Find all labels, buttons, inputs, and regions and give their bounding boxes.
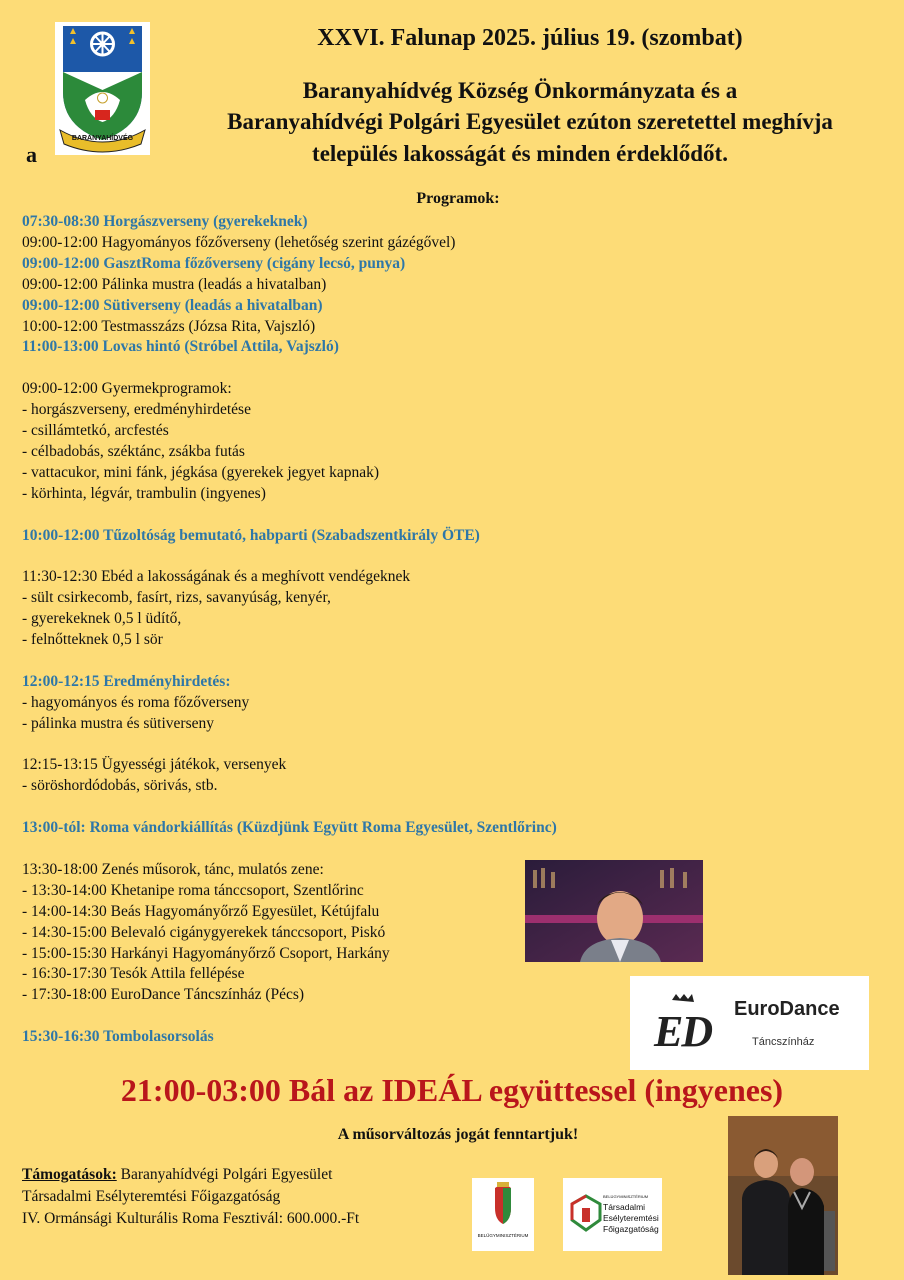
program-line: - vattacukor, mini fánk, jégkása (gyerekek jegyet kapnak) — [22, 463, 380, 481]
program-line: - söröshordódobás, sörivás, stb. — [22, 777, 218, 795]
program-line: 07:30-08:30 Horgászverseny (gyerekeknek) — [22, 213, 308, 230]
tef-logo-top: BELÜGYMINISZTÉRIUM — [603, 1194, 649, 1199]
program-line: 10:00-12:00 Testmasszázs (Józsa Rita, Vajszló) — [22, 317, 316, 335]
program-line: 09:00-12:00 Hagyományos főzőverseny (lehetőség szerint gázégővel) — [22, 233, 456, 251]
program-line: 09:00-12:00 Gyermekprogramok: — [22, 380, 232, 398]
ministry-logo-text: BELÜGYMINISZTÉRIUM — [477, 1233, 529, 1238]
programs-heading: Programok: — [416, 190, 500, 207]
program-line: 13:30-18:00 Zenés műsorok, tánc, mulatós zene: — [22, 860, 324, 878]
program-line: 09:00-12:00 Pálinka mustra (leadás a hivatalban) — [22, 275, 327, 293]
program-line: 11:00-13:00 Lovas hintó (Stróbel Attila, Vajszló) — [22, 338, 339, 356]
invitation-line-3: település lakosságát és minden érdeklődőt. — [312, 141, 728, 166]
event-title: XXVI. Falunap 2025. július 19. (szombat) — [317, 25, 743, 51]
program-line: - felnőtteknek 0,5 l sör — [22, 631, 163, 648]
eurodance-logo — [630, 976, 869, 1070]
program-line: - 16:30-17:30 Tesók Attila fellépése — [22, 965, 245, 983]
ministry-logo — [472, 1178, 534, 1251]
program-line: 11:30-12:30 Ebéd a lakosságának és a meghívott vendégeknek — [22, 568, 411, 586]
program-line: - 13:30-14:00 Khetanipe roma tánccsoport, Szentlőrinc — [22, 881, 364, 899]
program-line: - körhinta, légvár, trambulin (ingyenes) — [22, 484, 266, 502]
program-line: 09:00-12:00 GasztRoma főzőverseny (cigány lecsó, punya) — [22, 254, 406, 272]
program-line: - pálinka mustra és sütiverseny — [22, 714, 214, 732]
band-photo — [728, 1116, 838, 1275]
program-line: 09:00-12:00 Sütiverseny (leadás a hivatalban) — [22, 296, 323, 314]
tef-logo-line-3: Főigazgatóság — [603, 1224, 659, 1234]
invitation-line-1: Baranyahídvég Község Önkormányzata és a — [302, 78, 738, 103]
support-org-1: Baranyahídvégi Polgári Egyesület — [116, 1166, 333, 1183]
program-line: - hagyományos és roma főzőverseny — [22, 693, 250, 711]
program-line: - 14:30-15:00 Belevaló cigánygyerekek tánccsoport, Piskó — [22, 923, 386, 941]
support-line-3: IV. Ormánsági Kulturális Roma Fesztivál: 600.000.-Ft — [22, 1210, 360, 1227]
program-line: 15:30-16:30 Tombolasorsolás — [22, 1028, 214, 1046]
program-line: - sült csirkecomb, fasírt, rizs, savanyúság, kenyér, — [22, 589, 331, 607]
tef-logo — [563, 1178, 662, 1251]
program-line: 12:00-12:15 Eredményhirdetés: — [22, 672, 231, 690]
tef-logo-line-1: Társadalmi — [603, 1202, 646, 1212]
support-label: Támogatások: — [22, 1166, 117, 1183]
program-line: - gyerekeknek 0,5 l üdítő, — [22, 610, 182, 628]
program-line: 10:00-12:00 Tűzoltóság bemutató, habparti (Szabadszentkirály ÖTE) — [22, 526, 480, 544]
program-line: - csillámtetkó, arcfestés — [22, 422, 169, 439]
performer-photo — [525, 860, 703, 962]
invitation-a-letter: a — [26, 142, 37, 167]
eurodance-subtitle: Táncszínház — [752, 1036, 815, 1048]
program-line: - horgászverseny, eredményhirdetése — [22, 401, 251, 419]
village-crest — [55, 22, 150, 155]
support-line-2: Társadalmi Esélyteremtési Főigazgatóság — [22, 1188, 281, 1205]
support-line-1 — [22, 1166, 332, 1184]
program-change-notice: A műsorváltozás jogát fenntartjuk! — [337, 1126, 579, 1143]
program-line: 12:15-13:15 Ügyességi játékok, versenyek — [22, 756, 287, 774]
program-line: - 14:00-14:30 Beás Hagyományőrző Egyesület, Kétújfalu — [22, 902, 380, 920]
tef-logo-line-2: Esélyteremtési — [603, 1213, 659, 1223]
ball-headline: 21:00-03:00 Bál az IDEÁL együttessel (ingyenes) — [120, 1072, 784, 1108]
program-line: - célbadobás, széktánc, zsákba futás — [22, 442, 245, 460]
eurodance-name: EuroDance — [734, 998, 840, 1020]
program-line: 13:00-tól: Roma vándorkiállítás (Küzdjünk Együtt Roma Egyesület, Szentlőrinc) — [22, 819, 557, 837]
crest-text: BARANYAHÍDVÉG — [71, 135, 134, 142]
eurodance-mark: ED — [654, 1007, 712, 1056]
program-line: - 17:30-18:00 EuroDance Táncszínház (Pécs) — [22, 986, 305, 1004]
invitation-line-2: Baranyahídvégi Polgári Egyesület ezúton szeretettel meghívja — [227, 109, 833, 134]
program-line: - 15:00-15:30 Harkányi Hagyományőrző Csoport, Harkány — [22, 944, 390, 962]
